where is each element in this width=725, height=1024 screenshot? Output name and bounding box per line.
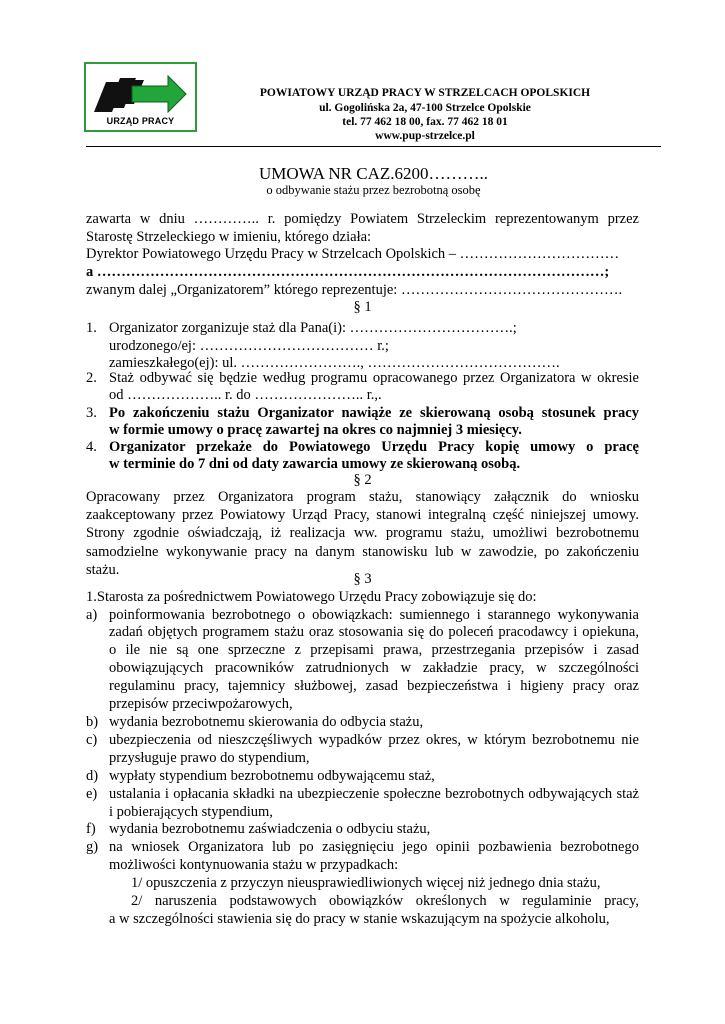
list-number: 4.	[86, 439, 97, 455]
list-item-line: przysługuje prawo do stypendium,	[109, 750, 310, 766]
list-letter: f)	[86, 821, 96, 837]
list-item-line: Staż odbywać się będzie według programu opracowanego przez Organizatora w okresie	[109, 370, 639, 386]
list-item-line: na wniosek Organizatora lub po zasięgnięciu jego opinii pozbawienia bezrobotnego	[109, 839, 639, 855]
paragraph-line: Opracowany przez Organizatora program stażu, stanowiący załącznik do wniosku	[86, 489, 639, 505]
list-item-line: wydania bezrobotnemu zaświadczenia o odbyciu stażu,	[109, 821, 431, 837]
list-letter: b)	[86, 714, 99, 730]
sub-item-line: 2/ naruszenia podstawowych obowiązków określonych w regulaminie pracy,	[131, 893, 639, 909]
sub-item-line: a w szczególności stawienia się do pracy w stanie wskazującym na spożycie alkoholu,	[109, 911, 610, 927]
list-item-line: obowiązujących pracowników zatrudnionych w zakładzie pracy, w szczególności	[109, 660, 639, 676]
paragraph-line: 1.Starosta za pośrednictwem Powiatowego Urzędu Pracy zobowiązuje się do:	[86, 589, 537, 605]
org-name: POWIATOWY URZĄD PRACY W STRZELCACH OPOLSKICH	[259, 87, 591, 99]
header-divider	[86, 146, 661, 147]
logo-text: URZĄD PRACY	[106, 116, 175, 126]
list-letter: g)	[86, 839, 99, 855]
list-item-line: przepisów przeciwpożarowych,	[109, 696, 293, 712]
list-item-line: Po zakończeniu stażu Organizator nawiąże ze skierowaną osobą stosunek pracy	[109, 405, 639, 421]
list-number: 2.	[86, 370, 97, 386]
list-number: 1.	[86, 320, 97, 336]
list-item-line: od ……………….. r. do ………………….. r.,.	[109, 387, 382, 403]
list-letter: a)	[86, 607, 98, 623]
sub-item-line: 1/ opuszczenia z przyczyn nieusprawiedliwionych więcej niż jednego dnia stażu,	[131, 875, 601, 891]
intro-line: Dyrektor Powiatowego Urzędu Pracy w Strzelcach Opolskich – ……………………………	[86, 246, 620, 262]
intro-line: zwanym dalej „Organizatorem” którego reprezentuje: ……………………………………….	[86, 282, 623, 298]
section-heading: § 3	[353, 571, 372, 587]
list-item-line: ustalania i opłacania składki na ubezpieczenie społeczne bezrobotnych odbywających staż	[109, 786, 639, 802]
list-item-line: i pobierających stypendium,	[109, 804, 273, 820]
list-item-line: poinformowania bezrobotnego o obowiązkach: sumiennego i starannego wykonywania	[109, 607, 639, 623]
list-item-line: wypłaty stypendium bezrobotnemu odbywającemu staż,	[109, 768, 435, 784]
list-item-line: regulaminu pracy, tajemnicy służbowej, zasad bezpieczeństwa i higieny pracy oraz	[109, 678, 639, 694]
intro-line: zawarta w dniu ………….. r. pomiędzy Powiatem Strzeleckim reprezentowanym przez	[86, 211, 639, 227]
document-title: UMOWA NR CAZ.6200………..	[258, 164, 489, 183]
list-item-line: Organizator zorganizuje staż dla Pana(i): …………………………….;	[109, 320, 517, 336]
paragraph-line: stażu.	[86, 562, 120, 578]
list-item-line: urodzonego/ej: ……………………………… r.;	[109, 338, 389, 354]
list-item-line: wydania bezrobotnemu skierowania do odbycia stażu,	[109, 714, 424, 730]
org-phone: tel. 77 462 18 00, fax. 77 462 18 01	[342, 116, 508, 128]
intro-line: Starostę Strzeleckiego w imieniu, którego działa:	[86, 229, 372, 245]
paragraph-line: zaakceptowany przez Powiatowy Urząd Pracy, stanowi integralną część niniejszej umowy.	[86, 507, 639, 523]
list-letter: e)	[86, 786, 98, 802]
list-item-line: zamieszkałego(ej): ul. ……………………., ………………………………….	[109, 355, 560, 371]
list-item-line: zadań objętych programem stażu oraz stosowania się do poleceń pracodawcy i opiekuna,	[109, 624, 639, 640]
intro-line: a ……………………………………………………………………………………………;	[86, 264, 610, 280]
section-heading: § 2	[353, 472, 372, 488]
list-number: 3.	[86, 405, 97, 421]
list-letter: d)	[86, 768, 99, 784]
list-item-line: Organizator przekaże do Powiatowego Urzędu Pracy kopię umowy o pracę	[109, 439, 639, 455]
list-item-line: w terminie do 7 dni od daty zawarcia umowy ze skierowaną osobą.	[109, 456, 521, 472]
logo	[84, 62, 197, 132]
list-item-line: o ile nie są one sprzeczne z przepisami prawa, przestrzegania przepisów i zasad	[109, 642, 639, 658]
paragraph-line: Strony zgodnie oświadczają, iż realizacja ww. programu stażu, umożliwi bezrobotnemu	[86, 525, 639, 541]
list-item-line: możliwości kontynuowania stażu w przypadkach:	[109, 857, 399, 873]
paragraph-line: samodzielne wykonywanie pracy na danym stanowisku lub w zawodzie, po zakończeniu	[86, 544, 639, 560]
org-website[interactable]: www.pup-strzelce.pl	[375, 130, 475, 142]
section-heading: § 1	[353, 299, 372, 315]
document-subtitle: o odbywanie stażu przez bezrobotną osobę	[266, 183, 481, 197]
org-address: ul. Gogolińska 2a, 47-100 Strzelce Opolskie	[319, 102, 531, 114]
logo-arrow-icon	[86, 68, 195, 120]
list-item-line: w formie umowy o pracę zawartej na okres co najmniej 3 miesięcy.	[109, 422, 522, 438]
list-letter: c)	[86, 732, 98, 748]
list-item-line: ubezpieczenia od nieszczęśliwych wypadków przez okres, w którym bezrobotnemu nie	[109, 732, 639, 748]
